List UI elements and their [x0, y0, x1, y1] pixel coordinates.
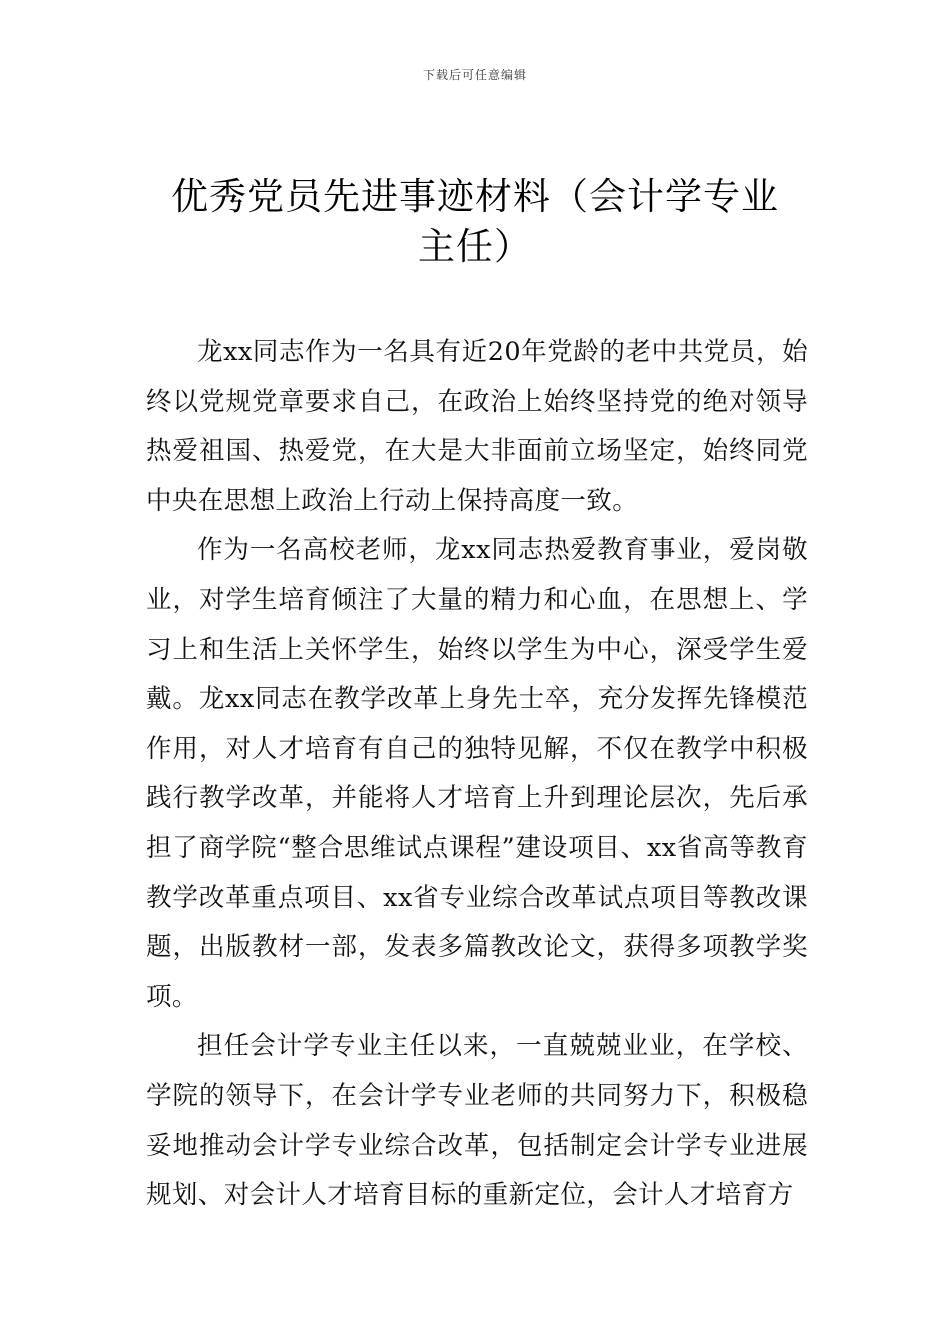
paragraph: 龙xx同志作为一名具有近20年党龄的老中共党员，始终以党规党章要求自己，在政治上始终坚持党的绝对领导热爱祖国、热爱党，在大是大非面前立场坚定，始终同党中央在思想上政治上行动上保持高度一致。	[146, 337, 808, 516]
paragraph: 担任会计学专业主任以来，一直兢兢业业，在学校、学院的领导下，在会计学专业老师的共同努力下，积极稳妥地推动会计学专业综合改革，包括制定会计学专业进展规划、对会计人才培育目标的重新定位，会计人才培育方	[146, 1031, 808, 1211]
document-body	[146, 328, 808, 1221]
document-title: 优秀党员先进事迹材料（会计学专业主任）	[171, 175, 779, 268]
header-note: 下载后可任意编辑	[422, 68, 527, 82]
paragraph: 作为一名高校老师，龙xx同志热爱教育事业，爱岗敬业，对学生培育倾注了大量的精力和心血，在思想上、学习上和生活上关怀学生，始终以学生为中心，深受学生爱戴。龙xx同志在教学改革上身先士卒，充分发挥先锋模范作用，对人才培育有自己的独特见解，不仅在教学中积极践行教学改革，并能将人才培育上升到理论层次，先后承担了商学院“整合思维试点课程”建设项目、xx省高等教育教学改革重点项目、xx省专业综合改革试点项目等教改课题，出版教材一部，发表多篇教改论文，获得多项教学奖项。	[146, 535, 808, 1012]
